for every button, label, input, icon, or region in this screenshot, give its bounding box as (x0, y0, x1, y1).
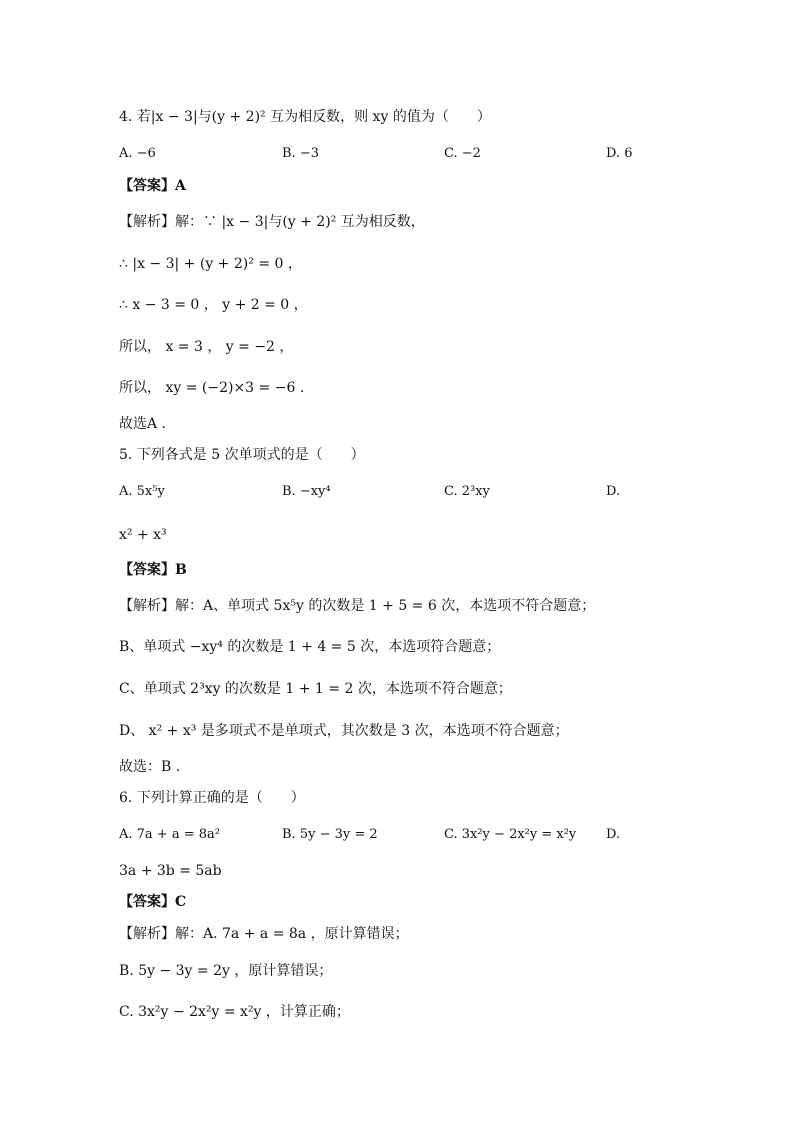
q5-option-c: C. 2³xy (444, 484, 490, 499)
q5-analysis-line-2: B、单项式 −xy⁴ 的次数是 1 + 4 = 5 次，本选项符合题意； (119, 639, 501, 655)
q4-option-b: B. −3 (282, 146, 319, 161)
q5-analysis-line-3: C、单项式 2³xy 的次数是 1 + 1 = 2 次，本选项不符合题意； (119, 681, 512, 697)
q5-analysis-line-5: 故选：B . (119, 759, 181, 775)
q6-answer: 【答案】C (119, 894, 187, 910)
q6-analysis-line-2: B. 5y − 3y = 2y ，原计算错误； (119, 963, 333, 979)
q5-option-d-content: x² + x³ (119, 527, 167, 543)
question-6-stem: 6. 下列计算正确的是（ ） (119, 790, 305, 806)
q6-option-d: D. (606, 827, 621, 842)
q5-option-a: A. 5x⁵y (119, 484, 165, 499)
q4-analysis-line-6: 故选A . (119, 416, 167, 432)
question-4-stem: 4. 若|x − 3|与(y + 2)² 互为相反数，则 xy 的值为（ ） (119, 109, 491, 125)
q4-answer: 【答案】A (119, 178, 186, 194)
q5-option-b: B. −xy⁴ (282, 484, 331, 499)
q5-option-d: D. (606, 484, 621, 499)
q4-option-a: A. −6 (119, 146, 156, 161)
q5-analysis-line-4: D、 x² + x³ 是多项式不是单项式，其次数是 3 次，本选项不符合题意； (119, 723, 569, 739)
q4-analysis-line-1: 【解析】解：∵ |x − 3|与(y + 2)² 互为相反数， (119, 214, 425, 230)
q5-analysis-line-1: 【解析】解：A、单项式 5x⁵y 的次数是 1 + 5 = 6 次，本选项不符合题意； (119, 598, 596, 614)
q4-analysis-line-4: 所以， x = 3 ， y = −2 ， (119, 339, 294, 355)
q4-analysis-line-3: ∴ x − 3 = 0 ， y + 2 = 0 ， (119, 297, 308, 313)
q6-option-c: C. 3x²y − 2x²y = x²y (444, 827, 577, 842)
question-5-stem: 5. 下列各式是 5 次单项式的是（ ） (119, 447, 365, 463)
q6-option-d-content: 3a + 3b = 5ab (119, 863, 222, 879)
q6-option-b: B. 5y − 3y = 2 (282, 827, 378, 842)
q4-analysis-line-5: 所以， xy = (−2)×3 = −6 . (119, 380, 305, 396)
q4-option-d: D. 6 (606, 146, 633, 161)
q5-answer: 【答案】B (119, 562, 187, 578)
q4-option-c: C. −2 (444, 146, 481, 161)
q4-analysis-line-2: ∴ |x − 3| + (y + 2)² = 0 ， (119, 256, 302, 272)
q6-analysis-line-1: 【解析】解：A. 7a + a = 8a ，原计算错误； (119, 926, 409, 942)
q6-option-a: A. 7a + a = 8a² (119, 827, 220, 842)
q6-analysis-line-3: C. 3x²y − 2x²y = x²y ，计算正确； (119, 1004, 350, 1020)
